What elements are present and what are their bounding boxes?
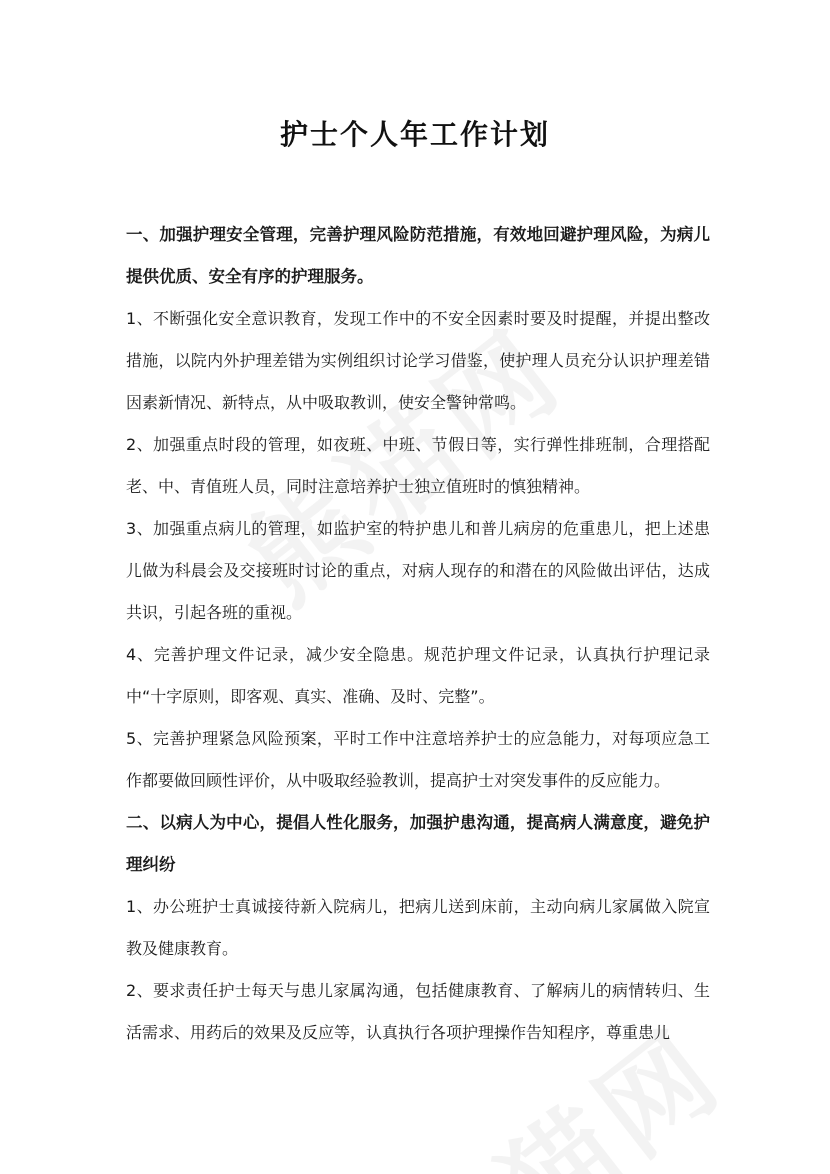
list-item: 1、不断强化安全意识教育，发现工作中的不安全因素时要及时提醒，并提出整改措施，以院内外护理差错为实例组织讨论学习借鉴，使护理人员充分认识护理差错因素新情况、新特点，从中吸取教训，使安全警钟常鸣。 [126, 309, 710, 412]
list-item: 4、完善护理文件记录，减少安全隐患。规范护理文件记录，认真执行护理记录中“十字原则，即客观、真实、准确、及时、完整”。 [126, 645, 710, 706]
page-title: 护士个人年工作计划 [279, 118, 550, 151]
list-item: 3、加强重点病儿的管理，如监护室的特护患儿和普儿病房的危重患儿，把上述患儿做为科晨会及交接班时讨论的重点，对病人现存的和潜在的风险做出评估，达成共识，引起各班的重视。 [126, 519, 710, 622]
document-body [126, 214, 710, 1054]
list-item: 2、加强重点时段的管理，如夜班、中班、节假日等，实行弹性排班制，合理搭配老、中、青值班人员，同时注意培养护士独立值班时的慎独精神。 [126, 435, 710, 496]
section-heading: 一、加强护理安全管理，完善护理风险防范措施，有效地回避护理风险，为病儿提供优质、安全有序的护理服务。 [126, 225, 710, 286]
list-item: 5、完善护理紧急风险预案，平时工作中注意培养护士的应急能力，对每项应急工作都要做回顾性评价，从中吸取经验教训，提高护士对突发事件的反应能力。 [126, 729, 710, 790]
list-item: 1、办公班护士真诚接待新入院病儿，把病儿送到床前，主动向病儿家属做入院宣教及健康教育。 [126, 897, 710, 958]
list-item: 2、要求责任护士每天与患儿家属沟通，包括健康教育、了解病儿的病情转归、生活需求、用药后的效果及反应等，认真执行各项护理操作告知程序，尊重患儿 [126, 981, 710, 1042]
section-heading: 二、以病人为中心，提倡人性化服务，加强护患沟通，提高病人满意度，避免护理纠纷 [126, 813, 710, 874]
